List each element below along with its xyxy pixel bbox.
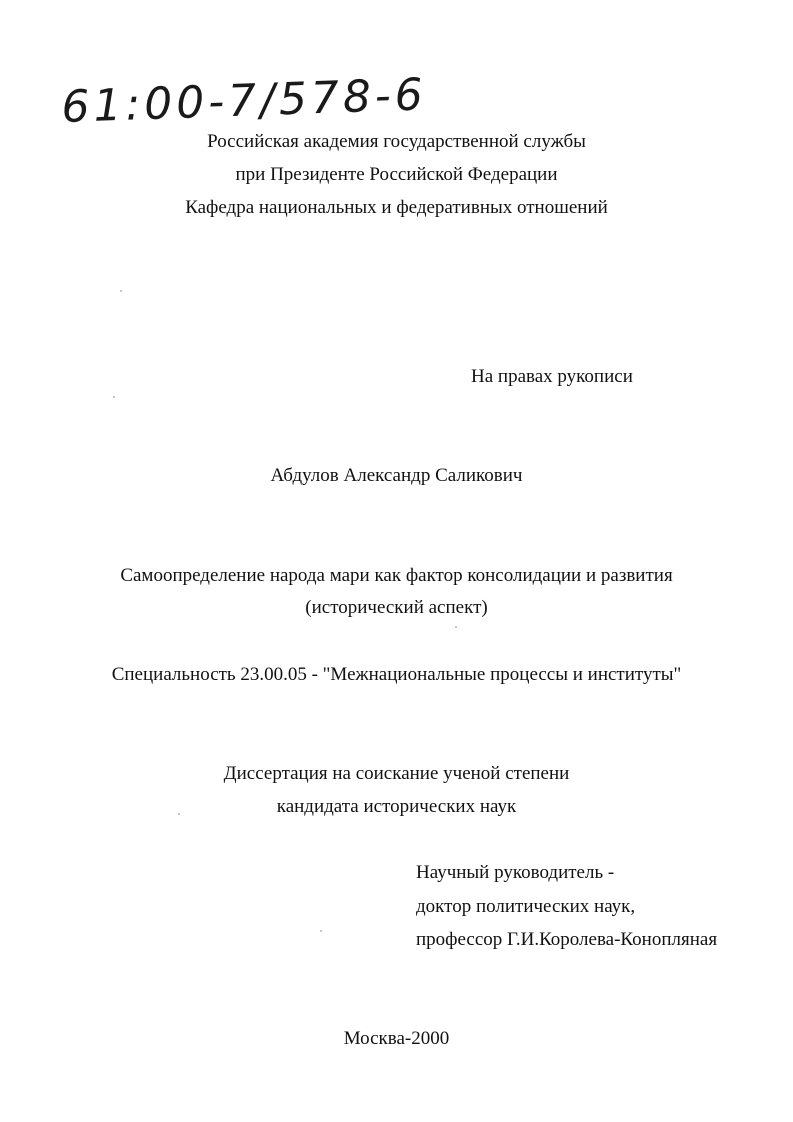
supervisor-degree: доктор политических наук, bbox=[416, 896, 636, 917]
institution-line-1: Российская академия государственной службы bbox=[207, 131, 586, 152]
degree-line-1: Диссертация на соискание ученой степени bbox=[223, 763, 570, 784]
scan-speck bbox=[455, 626, 457, 628]
manuscript-note: На правах рукописи bbox=[471, 366, 633, 387]
scan-speck bbox=[320, 930, 322, 932]
supervisor-label: Научный руководитель - bbox=[416, 862, 615, 883]
author-name: Абдулов Александр Саликович bbox=[270, 465, 523, 486]
handwritten-archive-text: 61:00-7/578-6 bbox=[60, 69, 428, 133]
dissertation-title-line-2: (исторический аспект) bbox=[305, 597, 488, 618]
department-line: Кафедра национальных и федеративных отношений bbox=[185, 197, 608, 218]
supervisor-name: профессор Г.И.Королева-Конопляная bbox=[416, 929, 718, 950]
degree-line-2: кандидата исторических наук bbox=[276, 796, 517, 817]
specialty-line: Специальность 23.00.05 - "Межнациональные процессы и институты" bbox=[111, 664, 682, 685]
scan-speck bbox=[113, 396, 115, 398]
scan-speck bbox=[120, 290, 122, 292]
institution-line-2: при Президенте Российской Федерации bbox=[235, 164, 558, 185]
dissertation-title-line-1: Самоопределение народа мари как фактор консолидации и развития bbox=[120, 565, 673, 586]
place-year: Москва-2000 bbox=[343, 1028, 450, 1049]
scan-speck bbox=[178, 813, 180, 815]
